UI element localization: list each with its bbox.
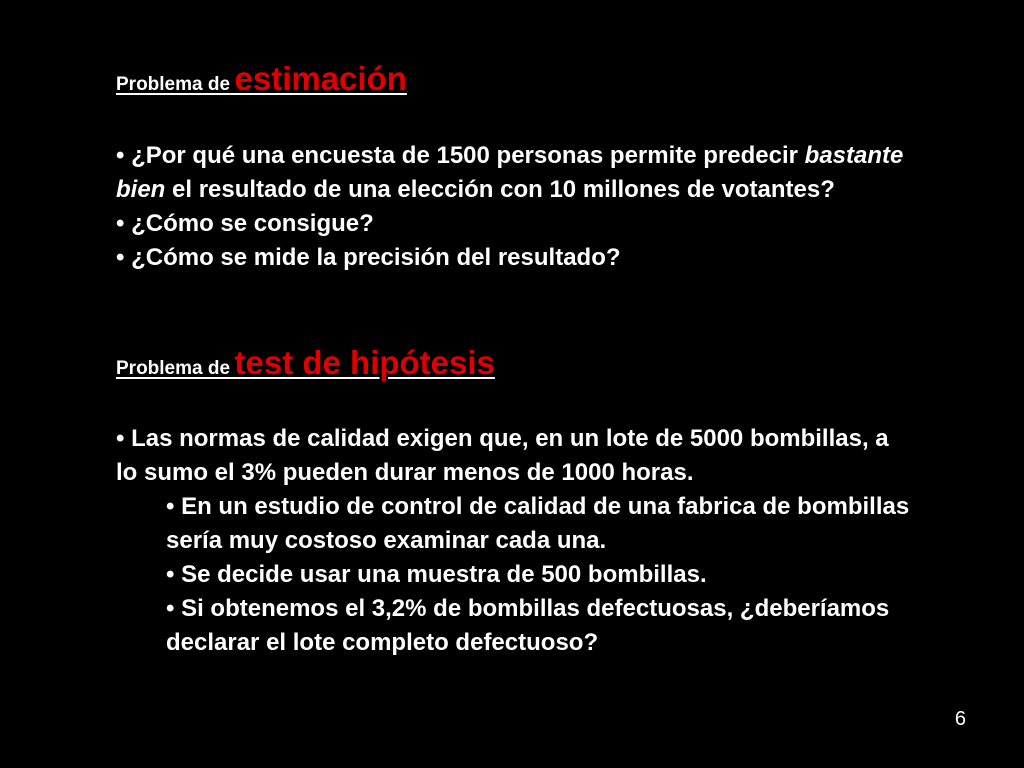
heading-prefix: Problema de: [116, 358, 231, 379]
section-heading-test: [116, 344, 495, 382]
hypothesis-bullets: [116, 422, 916, 660]
heading-title: test de hipótesis: [234, 344, 495, 381]
bullet-quality-norms: • Las normas de calidad exigen que, en un lote de 5000 bombillas, a lo sumo el 3% pueden durar menos de 1000 horas.: [116, 425, 889, 486]
bullet-text-start: • ¿Por qué una encuesta de 1500 personas permite predecir: [116, 142, 805, 169]
heading-prefix: Problema de: [116, 74, 231, 95]
bullet-survey: [116, 139, 936, 207]
estimation-bullets: [116, 139, 936, 275]
heading-title: estimación: [234, 60, 407, 97]
sub-bullet-defective: • Si obtenemos el 3,2% de bombillas defectuosas, ¿deberíamos declarar el lote completo defectuoso?: [166, 595, 890, 656]
bullet-how: • ¿Cómo se consigue?: [116, 210, 374, 237]
bullet-text-italic: bastante bien: [116, 142, 904, 203]
section-heading-estimacion: [116, 60, 407, 98]
sub-bullet-cost: • En un estudio de control de calidad de una fabrica de bombillas sería muy costoso examinar cada una.: [166, 493, 910, 554]
bullet-text-end: el resultado de una elección con 10 millones de votantes?: [165, 176, 835, 203]
sub-bullet-sample: • Se decide usar una muestra de 500 bombillas.: [166, 561, 707, 588]
bullet-precision: • ¿Cómo se mide la precisión del resultado?: [116, 244, 621, 271]
page-number: 6: [954, 708, 966, 730]
